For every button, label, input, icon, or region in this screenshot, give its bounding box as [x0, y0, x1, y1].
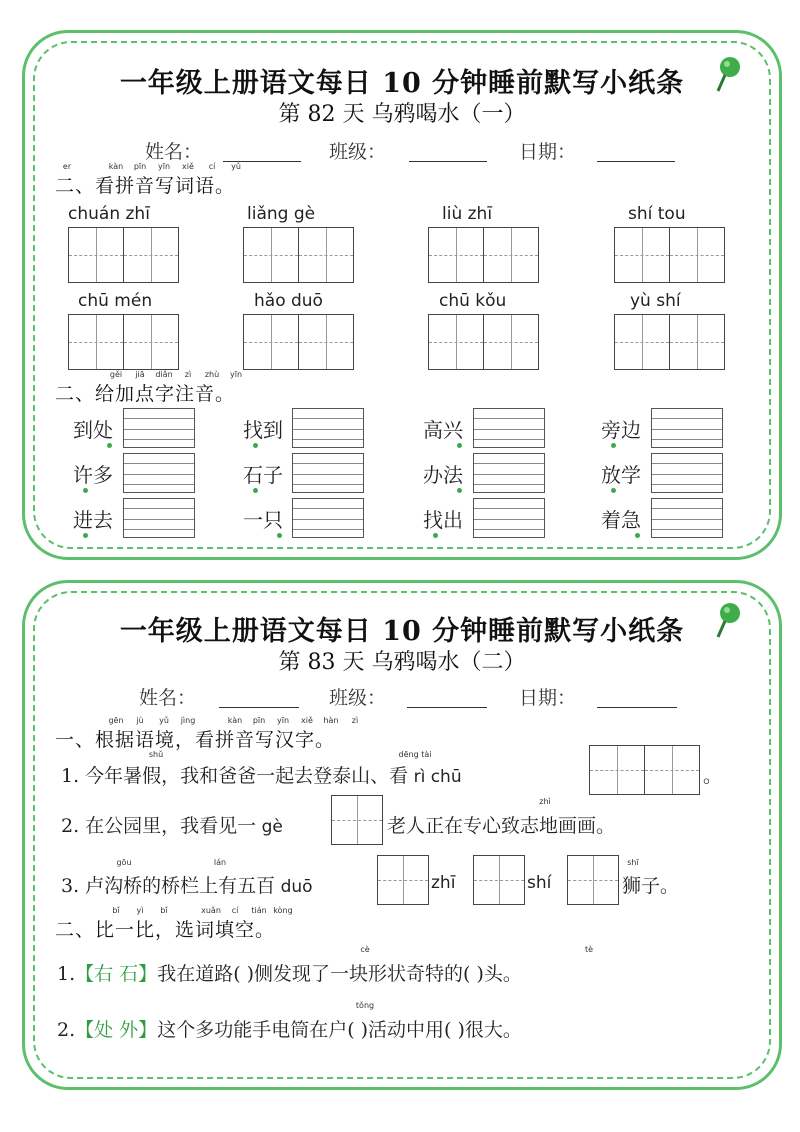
emphasis-dot [83, 533, 88, 538]
question-after: 狮子。 [622, 875, 680, 897]
question-after: 老人正在专心致志地画画。 [387, 815, 616, 837]
ruby: gěi [109, 370, 123, 379]
ruby: tián [251, 906, 267, 915]
annotation-word: 办法 [423, 463, 463, 487]
writing-box[interactable] [68, 314, 124, 370]
annotation-word: 高兴 [423, 418, 463, 442]
answer-box[interactable] [651, 453, 723, 493]
question-text: 这个多功能手电筒在户( )活动中用( )很大。 [157, 1019, 522, 1041]
card-subtitle: 第 83 天 乌鸦喝水（二） [278, 650, 526, 675]
ruby: kàn [108, 162, 124, 171]
ruby: bǐ [160, 906, 168, 915]
emphasis-dot [277, 533, 282, 538]
ruby: yīn [276, 716, 290, 725]
name-label: 姓名： [139, 687, 197, 709]
ruby: yǔ [231, 162, 241, 171]
question-number: 1. [57, 963, 76, 985]
writing-box[interactable] [644, 745, 700, 795]
ruby: xiě [182, 162, 194, 171]
ruby: yīn [157, 162, 171, 171]
writing-box[interactable] [123, 227, 179, 283]
question-3-part2 [431, 871, 455, 893]
writing-box[interactable] [331, 795, 383, 845]
pinyin-prompt: gè [256, 817, 283, 837]
pinyin-prompt: shí tou [628, 204, 686, 224]
emphasis-dot [611, 443, 616, 448]
writing-box[interactable] [298, 314, 354, 370]
card-subtitle: 第 82 天 乌鸦喝水（一） [278, 102, 526, 127]
class-blank[interactable] [409, 161, 487, 162]
emphasis-dot [611, 488, 616, 493]
card-title: 一年级上册语文每日 10 分钟睡前默写小纸条 [119, 616, 685, 647]
ruby: yīn [229, 370, 243, 379]
emphasis-dot [433, 533, 438, 538]
pinyin-prompt: yù shí [630, 291, 681, 311]
question-3 [61, 871, 313, 898]
annotation-word: 找出 [423, 508, 463, 532]
pinyin-prompt: liǎng gè [247, 204, 316, 224]
name-blank[interactable] [219, 707, 299, 708]
word-choices: 【处 外】 [75, 1019, 158, 1041]
ruby: gōu [116, 858, 132, 867]
writing-box[interactable] [123, 314, 179, 370]
name-label: 姓名： [145, 141, 203, 163]
answer-box[interactable] [292, 498, 364, 538]
ruby: er [62, 162, 72, 171]
ruby: zhù [204, 370, 220, 379]
ruby: hàn [323, 716, 339, 725]
ruby: cí [231, 906, 239, 915]
question-text: 3. 卢沟桥的桥栏上有五百 [61, 875, 276, 897]
card-title: 一年级上册语文每日 10 分钟睡前默写小纸条 [119, 68, 685, 99]
pushpin-icon [715, 601, 743, 641]
question-text: 1. 今年暑假，我和爸爸一起去登泰山、看 [61, 765, 409, 787]
answer-box[interactable] [473, 453, 545, 493]
writing-box[interactable] [567, 855, 619, 905]
answer-box[interactable] [292, 408, 364, 448]
worksheet-card-day83 [22, 580, 782, 1090]
writing-box[interactable] [243, 314, 299, 370]
writing-box[interactable] [428, 227, 484, 283]
answer-box[interactable] [651, 408, 723, 448]
question-text: 我在道路( )侧发现了一块形状奇特的( )头。 [157, 963, 522, 985]
ruby: gēn [108, 716, 124, 725]
annotation-word: 许多 [73, 463, 113, 487]
pinyin-prompt: chū kǒu [439, 291, 507, 311]
writing-box[interactable] [243, 227, 299, 283]
pinyin-prompt: chū mén [78, 291, 153, 311]
writing-box[interactable] [614, 314, 670, 370]
ruby: shī [627, 858, 639, 867]
ruby: pīn [252, 716, 266, 725]
section-heading: 一、根据语境，看拼音写汉字。 [55, 729, 336, 751]
writing-box[interactable] [589, 745, 645, 795]
annotation-word: 找到 [243, 418, 283, 442]
emphasis-dot [253, 443, 258, 448]
question-text: 2. 在公园里，我看见一 [61, 815, 257, 837]
pinyin-prompt: rì chū [408, 767, 462, 787]
answer-box[interactable] [123, 498, 195, 538]
annotation-word: 石子 [243, 463, 283, 487]
ruby: bǐ [112, 906, 120, 915]
annotation-word: 放学 [601, 463, 641, 487]
writing-box[interactable] [428, 314, 484, 370]
pinyin-prompt: zhī [431, 873, 456, 893]
ruby: tǒng [355, 1001, 375, 1010]
section-heading: 二、给加点字注音。 [55, 383, 236, 405]
ruby: kàn [227, 716, 243, 725]
emphasis-dot [253, 488, 258, 493]
emphasis-dot [457, 443, 462, 448]
writing-box[interactable] [669, 227, 725, 283]
question-1 [61, 761, 462, 788]
date-label: 日期： [519, 141, 577, 163]
annotation-word: 进去 [73, 508, 113, 532]
emphasis-dot [457, 488, 462, 493]
ruby: tè [584, 945, 594, 954]
question-2 [61, 811, 283, 838]
date-blank[interactable] [597, 161, 675, 162]
ruby: jiā [135, 370, 145, 379]
annotation-word: 到处 [73, 418, 113, 442]
choice-question-2 [57, 1015, 522, 1042]
ruby: zì [351, 716, 359, 725]
section-heading: 二、比一比，选词填空。 [55, 919, 276, 941]
ruby: zhì [539, 797, 551, 806]
ruby: dēng tài [398, 750, 432, 759]
choice-question-1 [57, 959, 522, 986]
pushpin-icon [715, 55, 743, 95]
answer-box[interactable] [473, 408, 545, 448]
class-label: 班级： [329, 687, 387, 709]
answer-box[interactable] [292, 453, 364, 493]
annotation-word: 一只 [243, 508, 283, 532]
ruby: cí [208, 162, 216, 171]
ruby: shǔ [148, 750, 164, 759]
ruby: jù [136, 716, 144, 725]
word-choices: 【右 石】 [75, 963, 158, 985]
annotation-word: 着急 [601, 508, 641, 532]
ruby: yì [136, 906, 144, 915]
ruby: zì [184, 370, 192, 379]
question-end: 。 [703, 765, 723, 787]
writing-box[interactable] [377, 855, 429, 905]
writing-box[interactable] [473, 855, 525, 905]
ruby: cè [360, 945, 370, 954]
emphasis-dot [635, 533, 640, 538]
writing-box[interactable] [614, 227, 670, 283]
question-3-part3 [527, 871, 551, 893]
question-number: 2. [57, 1019, 76, 1041]
annotation-word: 旁边 [601, 418, 641, 442]
answer-box[interactable] [123, 453, 195, 493]
writing-box[interactable] [669, 314, 725, 370]
ruby: yǔ [159, 716, 169, 725]
class-label: 班级： [329, 141, 387, 163]
ruby: lán [213, 858, 227, 867]
ruby: kòng [273, 906, 293, 915]
ruby: xuǎn [201, 906, 221, 915]
writing-box[interactable] [483, 314, 539, 370]
writing-box[interactable] [68, 227, 124, 283]
emphasis-dot [83, 488, 88, 493]
writing-box[interactable] [483, 227, 539, 283]
ruby: pīn [133, 162, 147, 171]
ruby: jìng [180, 716, 196, 725]
pinyin-prompt: chuán zhī [68, 204, 150, 224]
pinyin-prompt: liù zhī [442, 204, 493, 224]
date-label: 日期： [519, 687, 577, 709]
answer-box[interactable] [651, 498, 723, 538]
date-blank[interactable] [597, 707, 677, 708]
pinyin-prompt: shí [527, 873, 552, 893]
answer-box[interactable] [473, 498, 545, 538]
worksheet-card-day82 [22, 30, 782, 560]
pinyin-prompt: duō [275, 877, 313, 897]
class-blank[interactable] [407, 707, 487, 708]
answer-box[interactable] [123, 408, 195, 448]
emphasis-dot [107, 443, 112, 448]
ruby: diǎn [155, 370, 173, 379]
pinyin-prompt: hǎo duō [254, 291, 323, 311]
writing-box[interactable] [298, 227, 354, 283]
ruby: xiě [301, 716, 313, 725]
section-heading: 二、看拼音写词语。 [55, 175, 236, 197]
